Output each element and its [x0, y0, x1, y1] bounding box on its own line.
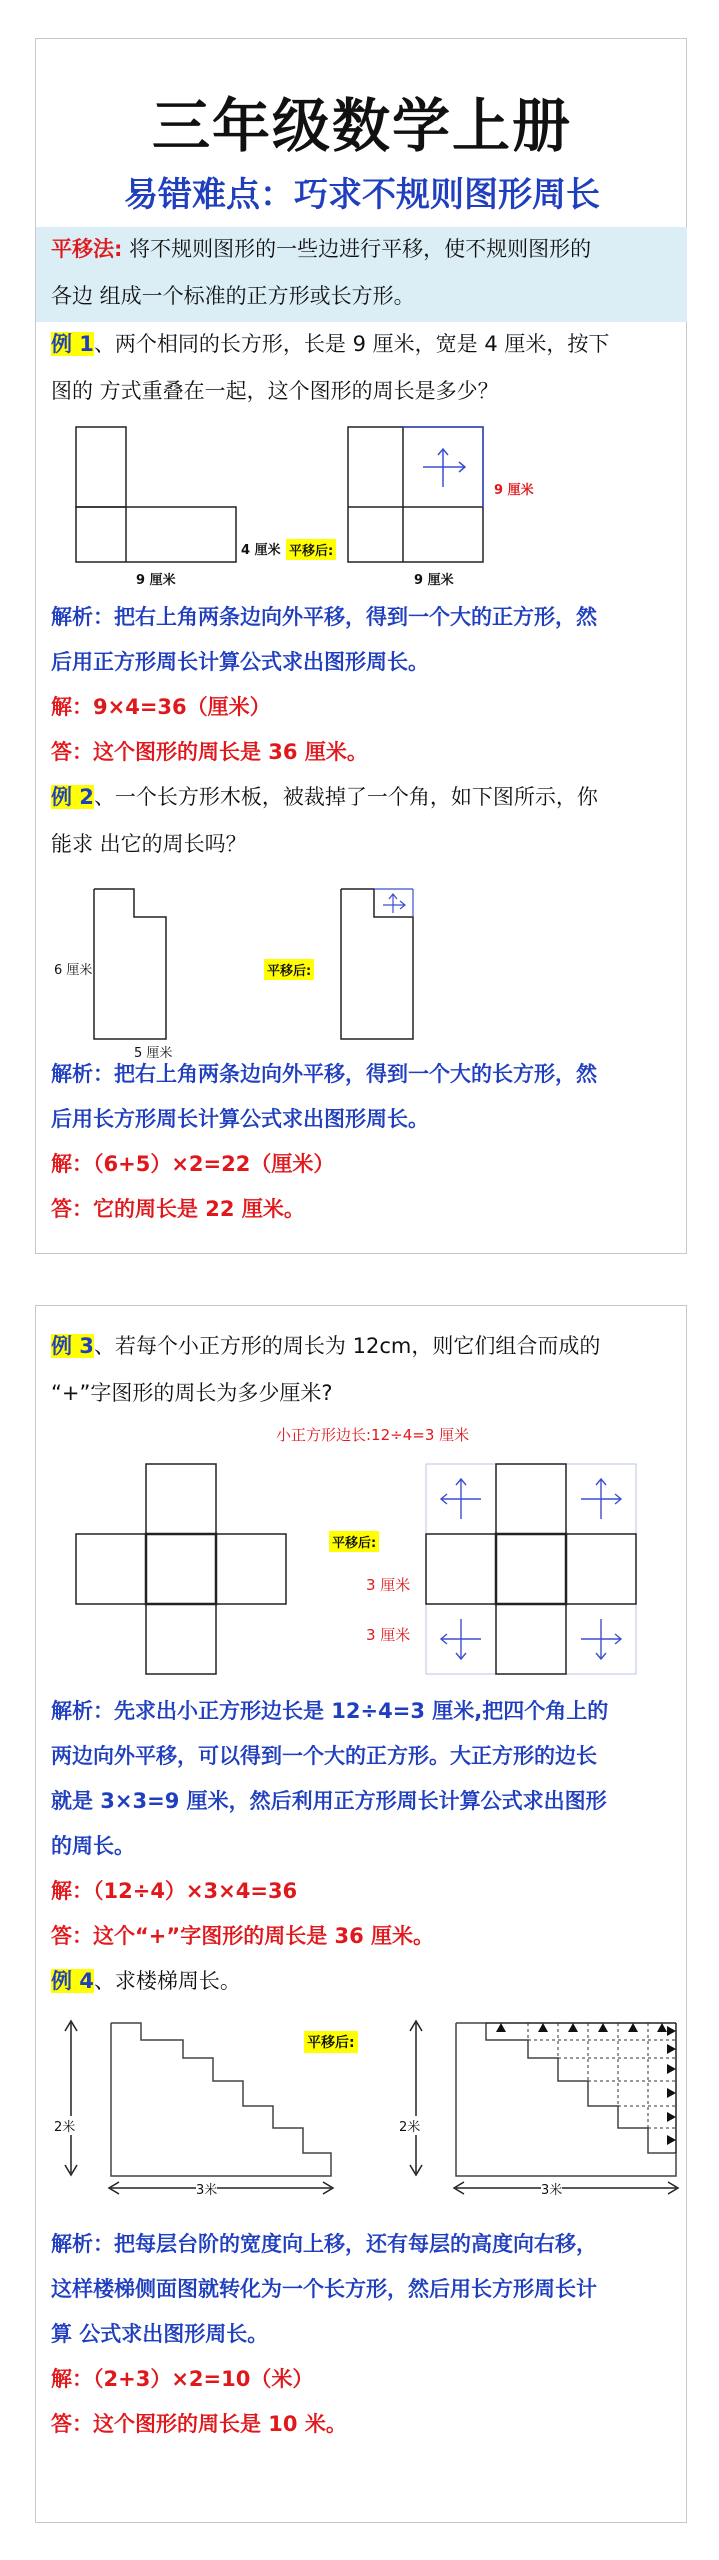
example3-question-line-1: [51, 1331, 681, 1361]
ex4-height-label-b: 2米: [399, 2116, 420, 2135]
example3-tag: 例 3: [51, 1334, 94, 1358]
ex4-dotted-grid: [528, 2023, 676, 2128]
ex4-analysis-3: 算 公式求出图形周长。: [51, 2322, 269, 2346]
ex2-height-label: 6 厘米: [54, 963, 93, 978]
ex4-answer: 答：这个图形的周长是 10 米。: [51, 2412, 347, 2436]
example2-figure-original: [94, 889, 224, 1049]
method-line-1: [51, 234, 681, 264]
ex2-moved-tag: 平移后:: [264, 959, 314, 980]
ex4-right-arrows-icon: [667, 2026, 676, 2145]
example2-question-line-1: [51, 782, 681, 812]
ex3-analysis-2: 两边向外平移，可以得到一个大的正方形。大正方形的边长: [51, 1744, 597, 1768]
ex1-top-rect: [76, 427, 126, 507]
ex1-moved-side-label: 9 厘米: [494, 483, 534, 498]
example2-question-line-2: 能求 出它的周长吗？: [51, 832, 247, 856]
page-title: 三年级数学上册: [151, 92, 572, 160]
ex3-analysis-1: 解析：先求出小正方形边长是 12÷4=3 厘米,把四个角上的: [51, 1699, 609, 1723]
example3-figure-original: [76, 1464, 291, 1679]
ex2-analysis-2: 后用长方形周长计算公式求出图形周长。: [51, 1107, 429, 1131]
example2-tag: 例 2: [51, 785, 94, 809]
ex1-bottom-rect: [76, 507, 236, 562]
ex3-label-b: 3 厘米: [366, 1626, 411, 1644]
example3-question-line-2: “+”字图形的周长为多少厘米?: [51, 1381, 333, 1405]
ex1-move-arrows-icon: [423, 449, 465, 487]
ex2-answer: 答：它的周长是 22 厘米。: [51, 1197, 305, 1221]
example1-figure-moved: [348, 427, 508, 567]
example3-figure-moved: [426, 1464, 641, 1679]
ex3-answer: 答：这个“+”字图形的周长是 36 厘米。: [51, 1924, 435, 1948]
example1-question-line-1: [51, 329, 681, 359]
example2-figure-moved: [341, 889, 471, 1049]
method-text-1: 将不规则图形的一些边进行平移，使不规则图形的: [122, 237, 592, 261]
ex2-move-arrows-icon: [383, 894, 405, 913]
page-subtitle: 易错难点：巧求不规则图形周长: [124, 175, 600, 215]
method-label: 平移法:: [51, 237, 123, 261]
ex3-label-a: 3 厘米: [366, 1576, 411, 1594]
ex2-analysis-1: 解析：把右上角两条边向外平移，得到一个大的长方形，然: [51, 1062, 597, 1086]
ex1-length-label: 9 厘米: [136, 573, 176, 588]
ex4-up-arrows-icon: [496, 2023, 667, 2032]
ex4-height-label: 2米: [54, 2116, 75, 2135]
ex4-analysis-1: 解析：把每层台阶的宽度向上移，还有每层的高度向右移，: [51, 2232, 597, 2256]
ex1-solution: 解：9×4=36（厘米）: [51, 695, 271, 719]
example4-tag: 例 4: [51, 1969, 94, 1993]
ex4-width-label: 3米: [196, 2179, 217, 2198]
example2-q1: 、一个长方形木板，被裁掉了一个角，如下图所示，你: [93, 785, 598, 809]
ex3-side-note: 小正方形边长:12÷4=3 厘米: [276, 1426, 470, 1444]
ex1-analysis-2: 后用正方形周长计算公式求出图形周长。: [51, 650, 429, 674]
ex2-width-label: 5 厘米: [134, 1046, 173, 1061]
example1-q1: 、两个相同的长方形，长是 9 厘米，宽是 4 厘米，按下: [93, 332, 610, 356]
card-page-2: [35, 1305, 687, 2523]
method-line-2: 各边 组成一个标准的正方形或长方形。: [51, 284, 415, 308]
ex3-corner-arrows-icon: [441, 1479, 621, 1659]
ex4-moved-tag: 平移后:: [304, 2031, 358, 2053]
ex1-moved-bottom-label: 9 厘米: [414, 573, 454, 588]
ex3-analysis-3: 就是 3×3=9 厘米，然后利用正方形周长计算公式求出图形: [51, 1789, 607, 1813]
example4-q1: 、求楼梯周长。: [93, 1969, 241, 1993]
example1-figure-original: [76, 427, 236, 567]
ex1-width-label: 4 厘米: [241, 543, 281, 558]
example1-question-line-2: 图的 方式重叠在一起，这个图形的周长是多少？: [51, 379, 499, 403]
ex3-analysis-4: 的周长。: [51, 1834, 135, 1858]
example3-q1: 、若每个小正方形的周长为 12cm，则它们组合而成的: [93, 1334, 601, 1358]
ex4-solution: 解：（2+3）×2=10（米）: [51, 2367, 314, 2391]
card-page-1: [35, 38, 687, 1254]
example4-question-line: [51, 1966, 681, 1996]
ex4-analysis-2: 这样楼梯侧面图就转化为一个长方形，然后用长方形周长计: [51, 2277, 597, 2301]
ex1-answer: 答：这个图形的周长是 36 厘米。: [51, 740, 368, 764]
example1-tag: 例 1: [51, 332, 94, 356]
ex1-moved-tag: 平移后:: [286, 539, 336, 560]
ex2-solution: 解：（6+5）×2=22（厘米）: [51, 1152, 335, 1176]
ex3-solution: 解：（12÷4）×3×4=36: [51, 1879, 298, 1903]
ex1-analysis-1: 解析：把右上角两条边向外平移，得到一个大的正方形，然: [51, 605, 597, 629]
ex4-width-label-b: 3米: [541, 2179, 562, 2198]
ex3-moved-tag: 平移后:: [329, 1531, 379, 1552]
